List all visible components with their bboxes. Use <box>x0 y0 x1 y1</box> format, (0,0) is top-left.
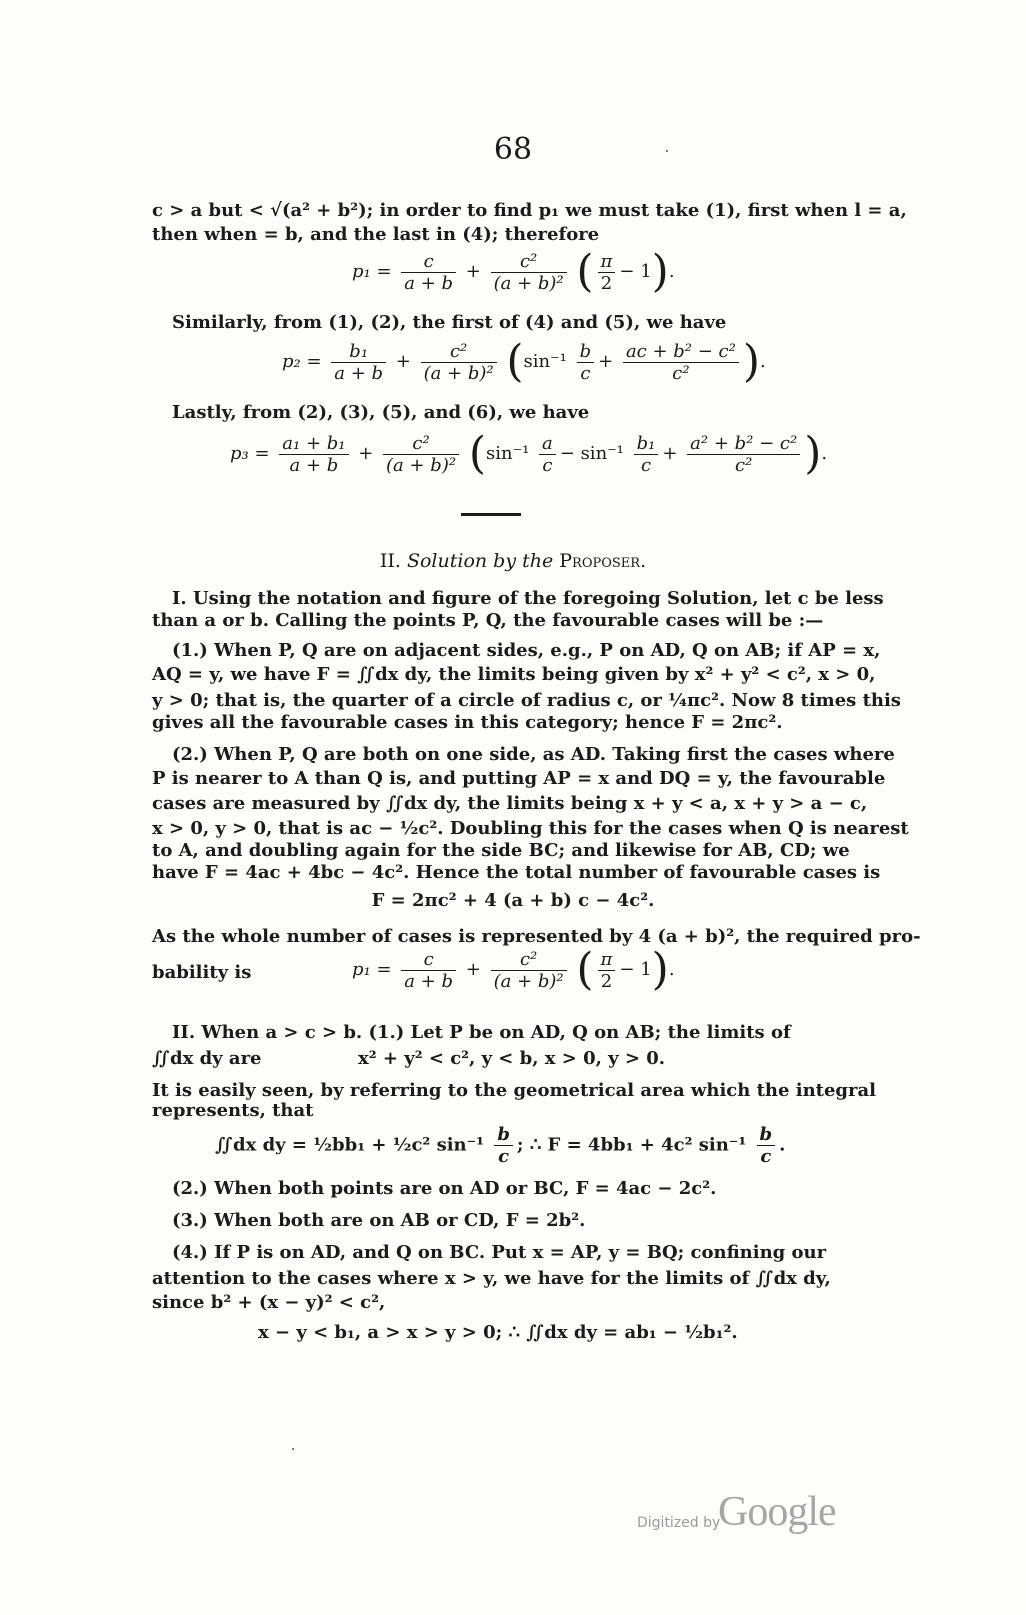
text-line: x² + y² < c², y < b, x > 0, y > 0. <box>358 1048 666 1069</box>
fraction: $\frac{\pi}{2}$ <box>598 251 616 294</box>
text-line: Lastly, from (2), (3), (5), and (6), we have <box>172 402 590 423</box>
text-line: x > 0, y > 0, that is ac − ½c². Doubling this for the cases when Q is nearest <box>152 818 909 839</box>
text-line: (3.) When both are on AB or CD, F = 2b². <box>172 1210 586 1231</box>
text-line: x − y < b₁, a > x > y > 0; ∴ ∬dx dy = ab₁ − ½b₁². <box>258 1322 738 1343</box>
text-line: since b² + (x − y)² < c², <box>152 1292 386 1313</box>
equation-p3: p₃ = $\frac{\text{a₁ + b₁}}{a + b}$ + $\frac{\text{c²}}{\text{(a + b)²}}$ (sin⁻¹ $\frac{a}{c}$ − sin⁻¹ $\frac{\text{b₁}}{c}$ + $\frac{\text{a² + b² − c²}}{\text{c²}}$ ). <box>230 428 828 479</box>
text-line: cases are measured by ∬dx dy, the limits being x + y < a, x + y > a − c, <box>152 793 868 814</box>
text-line: (2.) When P, Q are both on one side, as AD. Taking first the cases where <box>172 744 895 765</box>
text-line: y > 0; that is, the quarter of a circle of radius c, or ¼πc². Now 8 times this <box>152 690 901 711</box>
fraction: $\frac{c}{a + b}$ <box>401 251 456 294</box>
digitized-label: Digitized by <box>637 1515 721 1531</box>
text-line: As the whole number of cases is represented by 4 (a + b)², the required pro- <box>152 926 921 947</box>
equation-p1: p₁ = $\frac{c}{a + b}$ + $\frac{\text{c²}}{\text{(a + b)²}}$ ( $\frac{\pi}{2}$ − 1). <box>352 246 675 297</box>
text-line: c > a but < √(a² + b²); in order to find p₁ we must take (1), first when l = a, <box>152 200 907 221</box>
scan-speck <box>666 150 668 152</box>
eq-lhs: p₁ = <box>352 261 392 282</box>
text-line: It is easily seen, by referring to the geometrical area which the integral <box>152 1080 876 1101</box>
text-line: attention to the cases where x > y, we have for the limits of ∬dx dy, <box>152 1268 831 1289</box>
text-line: (1.) When P, Q are on adjacent sides, e.g., P on AD, Q on AB; if AP = x, <box>172 640 881 661</box>
text-line: to A, and doubling again for the side BC; and likewise for AB, CD; we <box>152 840 850 861</box>
equation-p1-repeat: p₁ = $\frac{c}{a + b}$ + $\frac{\text{c²}}{\text{(a + b)²}}$ ( $\frac{\pi}{2}$ − 1). <box>352 944 675 995</box>
equation-integral: ∬dx dy = ½bb₁ + ½c² sin⁻¹ $\frac{b}{c}$ ; ∴ F = 4bb₁ + 4c² sin⁻¹ $\frac{b}{c}$ . <box>215 1124 786 1167</box>
text-line: have F = 4ac + 4bc − 4c². Hence the total number of favourable cases is <box>152 862 881 883</box>
text-line: represents, that <box>152 1100 314 1121</box>
fraction: $\frac{\text{c²}}{\text{(a + b)²}}$ <box>491 251 567 294</box>
text-line: Similarly, from (1), (2), the first of (4) and (5), we have <box>172 312 727 333</box>
text-line: than a or b. Calling the points P, Q, the favourable cases will be :— <box>152 610 824 631</box>
text-line: P is nearer to A than Q is, and putting AP = x and DQ = y, the favourable <box>152 768 886 789</box>
text-line: II. When a > c > b. (1.) Let P be on AD, Q on AB; the limits of <box>172 1022 791 1043</box>
text-line: then when = b, and the last in (4); therefore <box>152 224 600 245</box>
equation-f-total: F = 2πc² + 4 (a + b) c − 4c². <box>371 890 655 911</box>
equation-p2: p₂ = $\frac{\text{b₁}}{a + b}$ + $\frac{\text{c²}}{\text{(a + b)²}}$ (sin⁻¹ $\frac{b}{c}$ + $\frac{\text{ac + b² − c²}}{\text{c²}}$ ). <box>282 336 766 387</box>
text-line: (4.) If P is on AD, and Q on BC. Put x = AP, y = BQ; confining our <box>172 1242 827 1263</box>
text-line: bability is <box>152 962 252 983</box>
page-number: 68 <box>493 132 533 167</box>
section-divider <box>461 513 521 516</box>
text-line: I. Using the notation and figure of the foregoing Solution, let c be less <box>172 588 884 609</box>
text-line: (2.) When both points are on AD or BC, F = 4ac − 2c². <box>172 1178 717 1199</box>
text-line: gives all the favourable cases in this category; hence F = 2πc². <box>152 712 783 733</box>
text-line: ∬dx dy are <box>152 1048 262 1069</box>
google-logo: Google <box>718 1489 836 1535</box>
scan-speck <box>292 1448 294 1450</box>
text-line: AQ = y, we have F = ∬dx dy, the limits being given by x² + y² < c², x > 0, <box>152 664 876 685</box>
section-heading: II. Solution by the Proposer. <box>379 550 647 572</box>
